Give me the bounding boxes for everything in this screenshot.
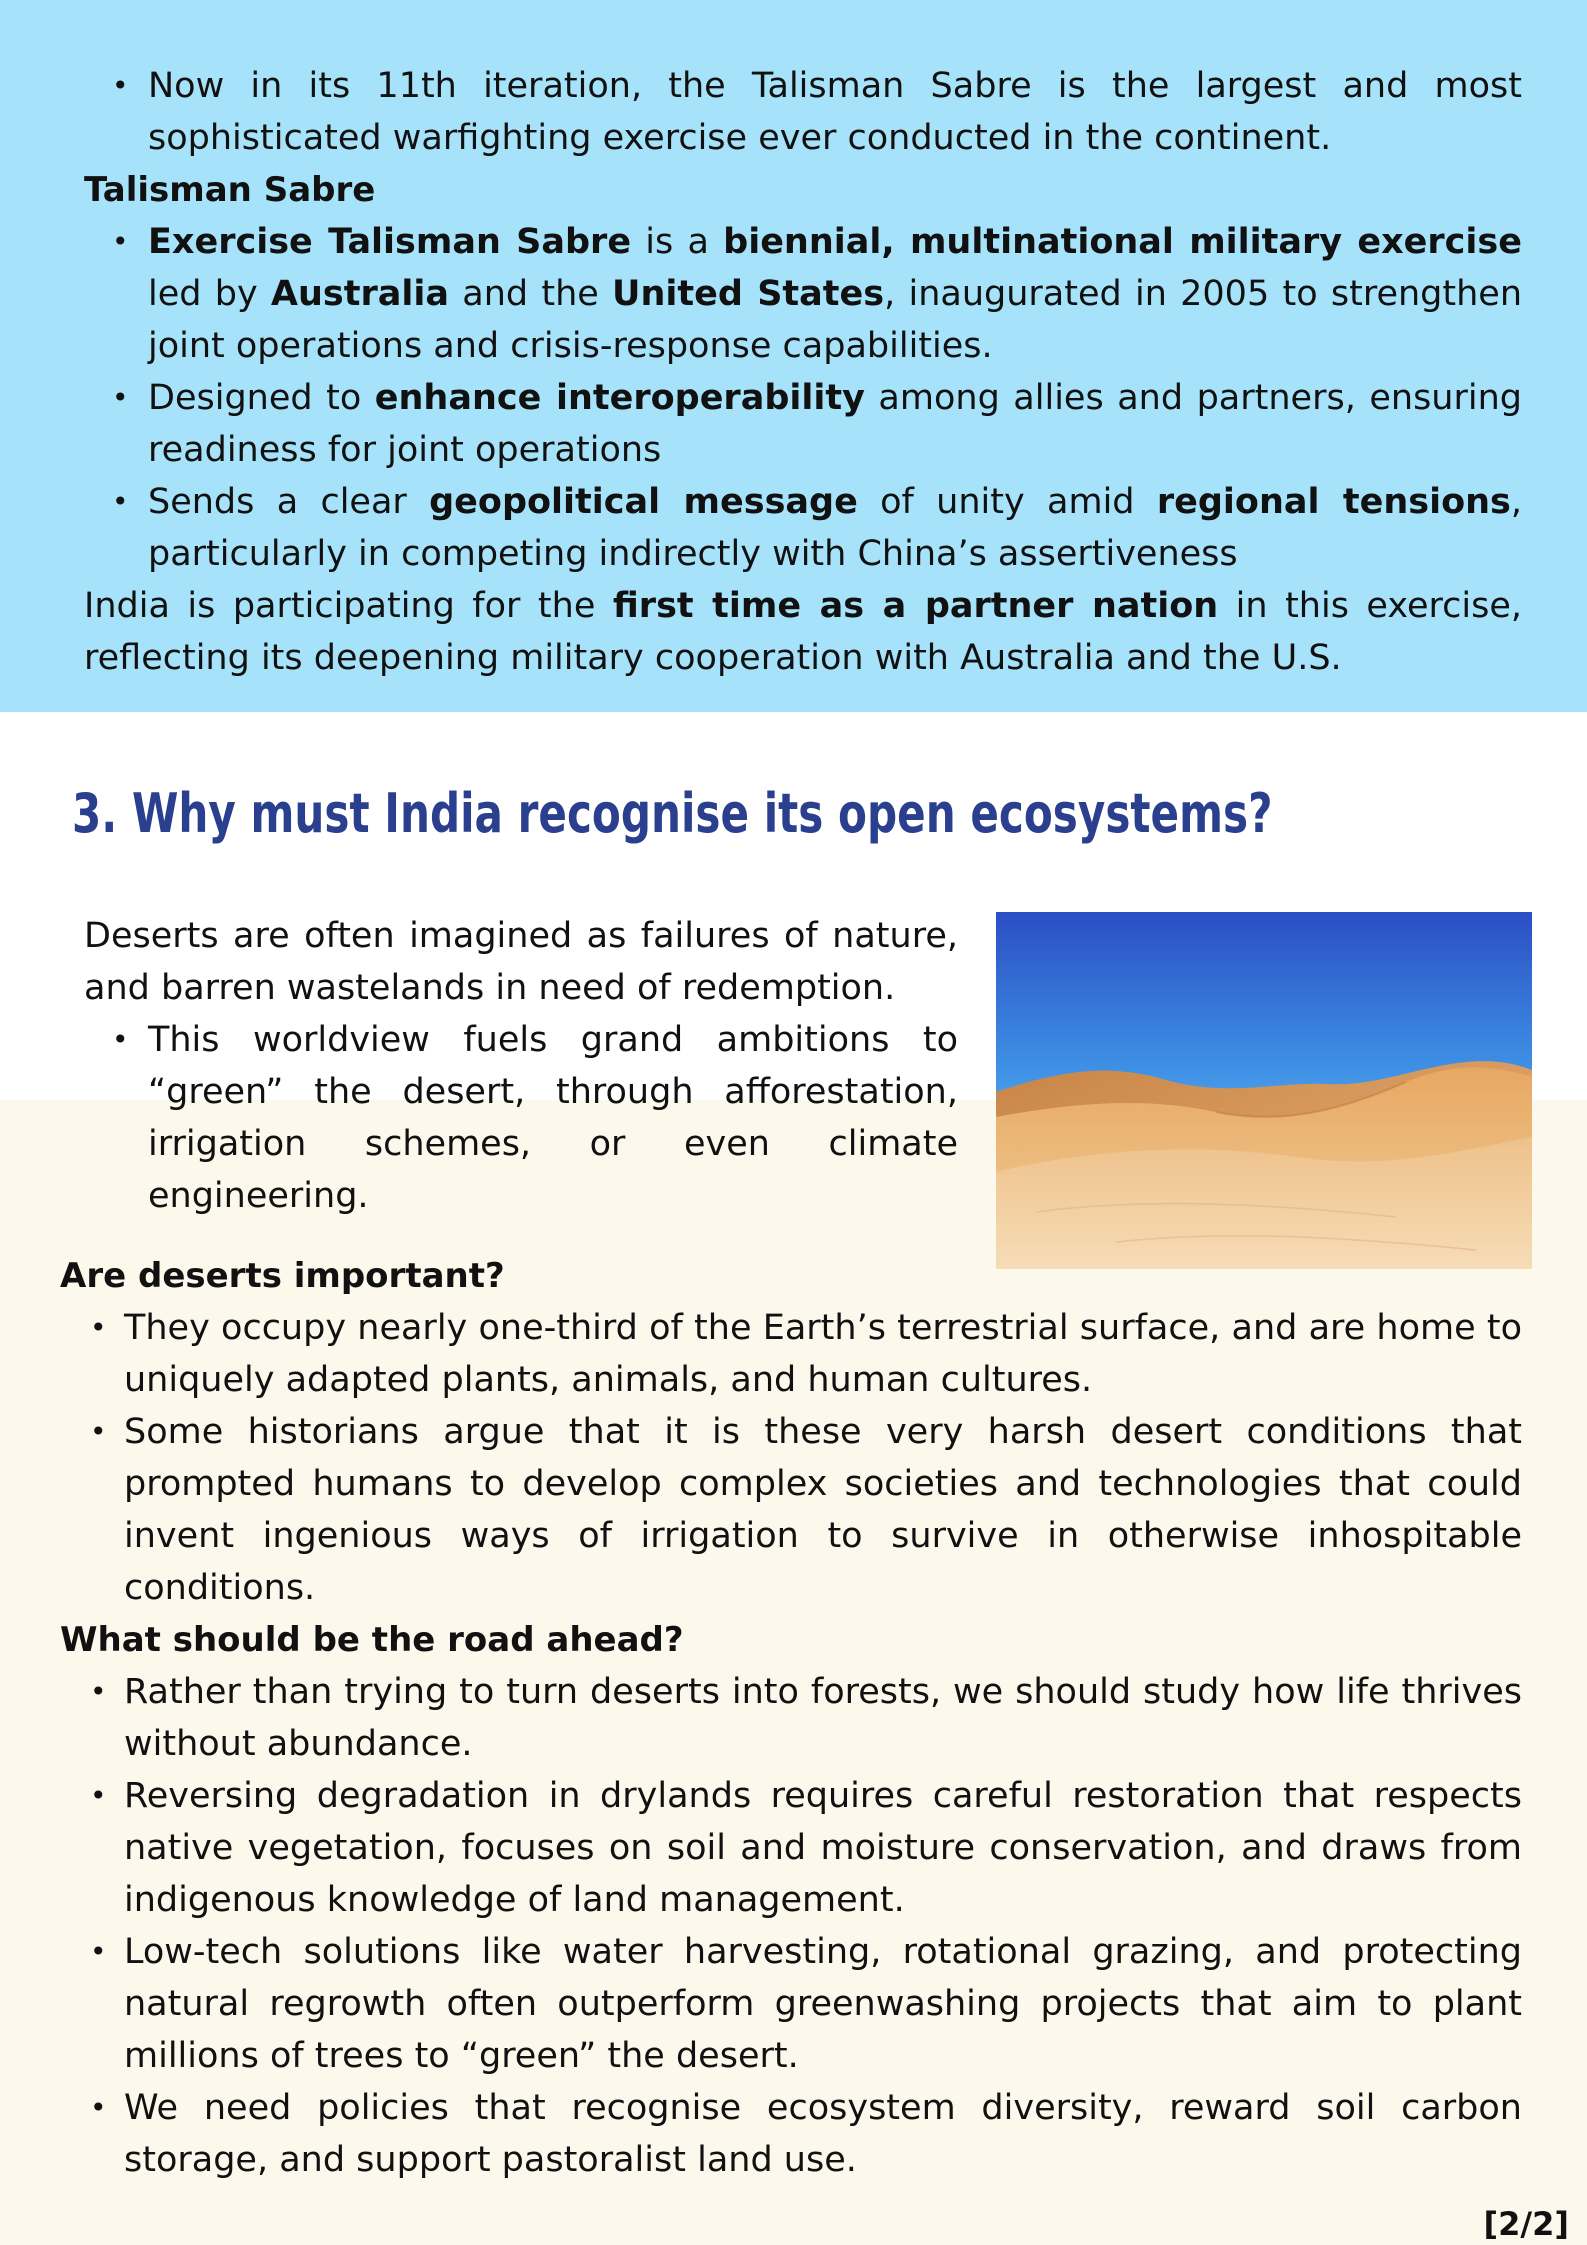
bullet-icon: •	[112, 225, 129, 258]
talisman-bullet-list	[84, 216, 1522, 580]
desert-questions	[60, 1250, 1522, 2186]
page-number: [2/2]	[1483, 2205, 1569, 2243]
question-deserts-important: Are deserts important?	[60, 1256, 505, 1296]
closing-paragraph: India is participating for the first time as a partner nation in this exercise, reflecting its deepening military cooperation with Australia and the U.S.	[84, 586, 1522, 678]
bullet-icon: •	[90, 1311, 107, 1344]
talisman-sabre-section	[84, 60, 1522, 684]
list-item: • Rather than trying to turn deserts into forests, we should study how life thrives without abundance.	[60, 1666, 1522, 1770]
list-item: • Low-tech solutions like water harvesting, rotational grazing, and protecting natural regrowth often outperform greenwashing projects that aim to plant millions of trees to “green” the desert.	[60, 1926, 1522, 2082]
list-item: • Now in its 11th iteration, the Talisman Sabre is the largest and most sophisticated warfighting exercise ever conducted in the continent.	[84, 60, 1522, 164]
bullet-icon: •	[112, 1023, 129, 1056]
bullet-icon: •	[90, 1935, 107, 1968]
intro-bullet-list	[84, 1014, 958, 1222]
bullet-icon: •	[112, 485, 129, 518]
subheading-talisman-sabre: Talisman Sabre	[84, 170, 376, 210]
list-item: • Designed to enhance interoperability among allies and partners, ensuring readiness for joint operations	[84, 372, 1522, 476]
list-item: • Exercise Talisman Sabre is a biennial, multinational military exercise led by Australia and the United States, inaugurated in 2005 to strengthen joint operations and crisis-response capabilities.	[84, 216, 1522, 372]
list-item: • Sends a clear geopolitical message of unity amid regional tensions, particularly in competing indirectly with China’s assertiveness	[84, 476, 1522, 580]
intro-bullet-list	[84, 60, 1522, 164]
desert-dunes-image	[996, 912, 1532, 1269]
bullet-icon: •	[90, 1779, 107, 1812]
bullet-icon: •	[112, 381, 129, 414]
question-road-ahead: What should be the road ahead?	[60, 1620, 684, 1660]
list-item: • We need policies that recognise ecosystem diversity, reward soil carbon storage, and support pastoralist land use.	[60, 2082, 1522, 2186]
road-ahead-list	[60, 1666, 1522, 2186]
section-heading: 3. Why must India recognise its open ecosystems?	[72, 782, 1273, 845]
deserts-important-list	[60, 1302, 1522, 1614]
list-item: • Reversing degradation in drylands requires careful restoration that respects native vegetation, focuses on soil and moisture conservation, and draws from indigenous knowledge of land management.	[60, 1770, 1522, 1926]
bullet-icon: •	[90, 2091, 107, 2124]
bullet-icon: •	[112, 69, 129, 102]
bullet-icon: •	[90, 1675, 107, 1708]
intro-paragraph: Deserts are often imagined as failures of nature, and barren wastelands in need of redemption.	[84, 916, 958, 1008]
desert-dunes-illustration	[996, 912, 1532, 1269]
list-item: • They occupy nearly one-third of the Earth’s terrestrial surface, and are home to uniquely adapted plants, animals, and human cultures.	[60, 1302, 1522, 1406]
bullet-icon: •	[90, 1415, 107, 1448]
list-item: • This worldview fuels grand ambitions to “green” the desert, through afforestation, irrigation schemes, or even climate engineering.	[84, 1014, 958, 1222]
list-item: • Some historians argue that it is these very harsh desert conditions that prompted humans to develop complex societies and technologies that could invent ingenious ways of irrigation to survive in otherwise inhospitable conditions.	[60, 1406, 1522, 1614]
desert-intro	[84, 910, 958, 1222]
